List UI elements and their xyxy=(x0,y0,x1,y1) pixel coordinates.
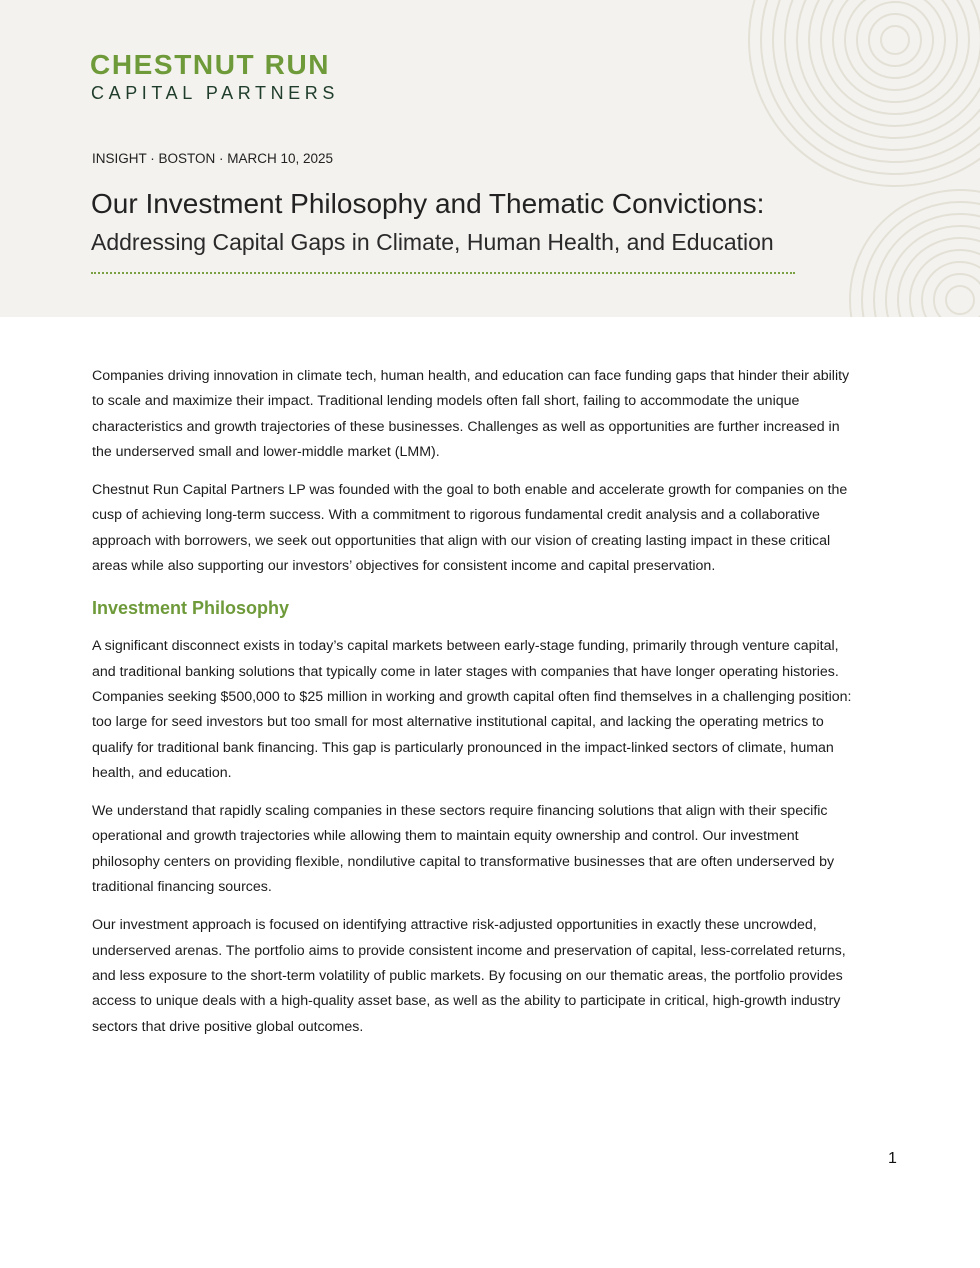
article-body xyxy=(92,364,862,1053)
brand-logo-name: CHESTNUT RUN xyxy=(90,49,331,80)
section-heading: Investment Philosophy xyxy=(92,598,290,619)
intro-paragraph: Companies driving innovation in climate tech, human health, and education can face funding gaps that hinder their ability to scale and maximize their impact. Traditional lending models often fall short, failing to accommodate the unique characteristics and growth trajectories of these businesses. Challenges as well as opportunities are further increased in the underserved small and lower-middle market (LMM). xyxy=(92,368,850,460)
title-divider xyxy=(91,272,795,274)
page-number: 1 xyxy=(888,1150,897,1167)
intro-paragraph: Chestnut Run Capital Partners LP was founded with the goal to both enable and accelerate growth for companies on the cusp of achieving long-term success. With a commitment to rigorous fundamental credit analysis and a collaborative approach with borrowers, we seek out opportunities that align with our vision of creating lasting impact in these critical areas while also supporting our investors’ objectives for consistent income and capital preservation. xyxy=(92,482,848,575)
section-paragraph: Our investment approach is focused on identifying attractive risk-adjusted opportunities in exactly these uncrowded, underserved arenas. The portfolio aims to provide consistent income and preservation of capital, less-correlated returns, and less exposure to the short-term volatility of public markets. By focusing on our thematic areas, the portfolio provides access to unique deals with a high-quality asset base, as well as the ability to participate in critical, high-growth industry sectors that drive positive global outcomes. xyxy=(92,917,846,1035)
section-paragraph: We understand that rapidly scaling companies in these sectors require financing solutions that align with their specific operational and growth trajectories while allowing them to maintain equity ownership and control. Our investment philosophy centers on providing flexible, nondilutive capital to transformative businesses that are often underserved by traditional financing sources. xyxy=(92,803,835,896)
header-band xyxy=(0,0,980,317)
page-title: Our Investment Philosophy and Thematic Convictions: xyxy=(91,188,765,219)
brand-logo-tagline: CAPITAL PARTNERS xyxy=(91,83,339,103)
section-paragraph: A significant disconnect exists in today’s capital markets between early-stage funding, primarily through venture capital, and traditional banking solutions that typically come in later stages with companies that have longer operating histories. Companies seeking $500,000 to $25 million in working and growth capital often find themselves in a challenging position: too large for seed investors but too small for most alternative institutional capital, and lacking the operating metrics to qualify for traditional bank financing. This gap is particularly pronounced in the impact-linked sectors of climate, human health, and education. xyxy=(92,638,852,781)
dateline: INSIGHT · BOSTON · MARCH 10, 2025 xyxy=(92,151,334,166)
page-subtitle: Addressing Capital Gaps in Climate, Human Health, and Education xyxy=(91,229,774,255)
